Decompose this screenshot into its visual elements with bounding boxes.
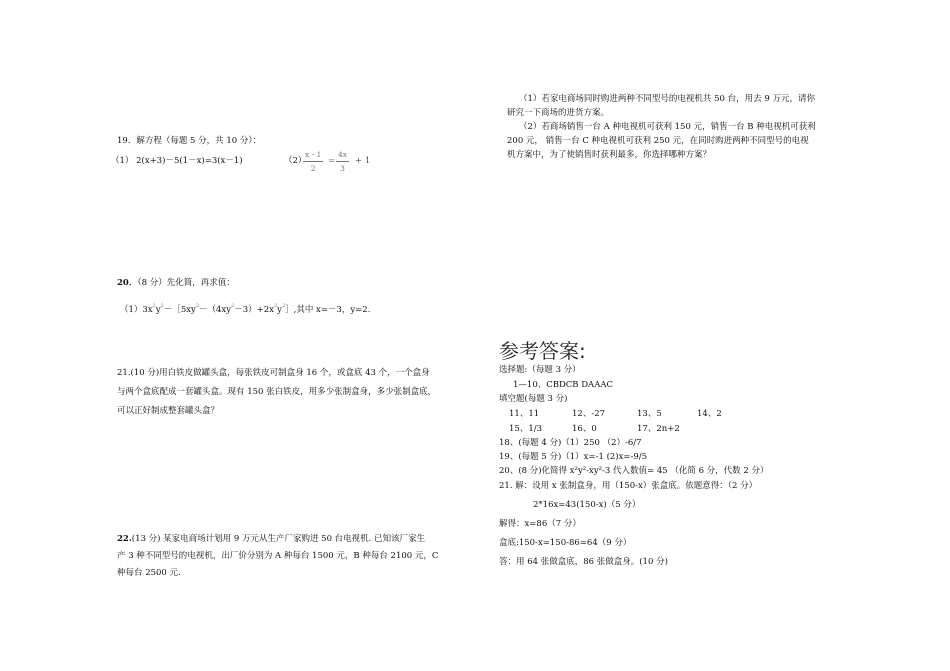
fill-answer: 11、11 bbox=[509, 409, 540, 419]
q20-number: 20． bbox=[117, 278, 138, 288]
exponent: 2 bbox=[152, 303, 156, 309]
q19-fraction-1 bbox=[303, 150, 323, 173]
q19-title: 19．解方程（每题 5 分，共 10 分）： bbox=[117, 136, 262, 146]
answer-21-bottom-count: 盒底:150-x=150-86=64（9 分） bbox=[499, 538, 632, 548]
q19-tail: + 1 bbox=[355, 156, 371, 166]
q21-line: 21.(10 分)用白铁皮做罐头盒，每张铁皮可制盒身 16 个，或盒底 43 个，一个盒身 bbox=[117, 368, 430, 378]
answer-21-solution: 解得：x=86（7 分） bbox=[499, 519, 581, 529]
fill-answer: 17、2n+2 bbox=[637, 424, 680, 434]
fill-answer: 12、-27 bbox=[572, 409, 606, 419]
fill-answer: 14、2 bbox=[697, 409, 722, 419]
fill-answer: 13、5 bbox=[637, 409, 662, 419]
answer-18: 18、(每题 4 分)（1）250 （2）-6/7 bbox=[499, 438, 642, 448]
answer-21-conclusion: 答：用 64 张做盒底，86 张做盒身。(10 分) bbox=[499, 557, 668, 567]
fraction-numerator: 4x bbox=[336, 150, 349, 162]
q22-line bbox=[117, 535, 425, 544]
answer-20: 20、(8 分)化简得 x²y²-xy²-3 代入数值= 45 （化简 6 分，代数 2 分） bbox=[499, 466, 769, 476]
answer-19: 19、(每题 5 分)（1）x=-1 (2)x=-9/5 bbox=[499, 452, 648, 462]
q21-line: 与两个盒底配成一套罐头盒。现有 150 张白铁皮，用多少张制盒身，多少张制盒底， bbox=[117, 387, 437, 397]
q20-title-text: （8 分）先化简，再求值： bbox=[137, 278, 235, 288]
q22-part-line: （1）若家电商场同时购进两种不同型号的电视机共 50 台，用去 9 万元，请你 bbox=[519, 94, 815, 104]
answer-21: 21. 解：设用 x 张制盒身，用（150-x）张盒底。依题意得：（2 分） bbox=[499, 481, 758, 491]
q20-title bbox=[117, 279, 235, 288]
q22-line1: (13 分) 某家电商场计划用 9 万元从生产厂家购进 50 台电视机. 已知该厂家生 bbox=[131, 534, 426, 544]
q21-line: 可以正好制成整套罐头盒？ bbox=[117, 406, 220, 416]
q22-line3: 种每台 2500 元. bbox=[117, 568, 181, 578]
q19-equals: = bbox=[328, 156, 336, 166]
q22-part-line: 研究一下商场的进货方案。 bbox=[507, 108, 610, 118]
expr-part: ］,其中 x=－3，y=2. bbox=[285, 305, 371, 315]
q20-expression bbox=[120, 303, 371, 315]
q19-fraction-2 bbox=[336, 150, 349, 173]
fraction-numerator: x - 1 bbox=[303, 150, 323, 162]
fraction-denominator: 3 bbox=[340, 164, 345, 173]
exponent: 2 bbox=[281, 303, 286, 309]
fill-title: 填空题(每题 3 分) bbox=[499, 394, 568, 404]
exponent: 2 bbox=[160, 303, 164, 309]
choice-title: 选择题:（每题 3 分） bbox=[499, 365, 581, 375]
expr-part: y bbox=[155, 305, 161, 315]
expr-part: （1）3x bbox=[120, 305, 153, 315]
q22-part-line: 机方案中，为了使销售时获利最多，你选择哪种方案？ bbox=[507, 150, 712, 160]
q22-line2: 产 3 种不同型号的电视机，出厂价分别为 A 种每台 1500 元，B 种每台 2100 元，C bbox=[117, 551, 439, 561]
exponent: 2 bbox=[231, 303, 235, 309]
q22-number: 22. bbox=[117, 534, 132, 544]
q19-part2-label: （2） bbox=[284, 156, 307, 166]
fill-answer: 15、1/3 bbox=[509, 424, 542, 434]
expr-part: －（4xy bbox=[199, 305, 232, 315]
q22-part-line: （2）若商场销售一台 A 种电视机可获利 150 元，销售一台 B 种电视机可获利 bbox=[519, 122, 816, 132]
expr-part: y bbox=[277, 305, 282, 315]
expr-part: －［5xy bbox=[163, 305, 196, 315]
expr-part: －3）+2x bbox=[234, 305, 274, 315]
exponent: 2 bbox=[195, 303, 200, 309]
exponent: 2 bbox=[273, 303, 278, 309]
q22-part-line: 200 元， 销售一台 C 种电视机可获利 250 元，在同时购进两种不同型号的电视 bbox=[507, 136, 809, 146]
fraction-denominator: 2 bbox=[310, 164, 316, 173]
q19-part1: （1） 2(x+3)－5(1－x)=3(x－1) bbox=[111, 156, 243, 166]
fill-answer: 16、0 bbox=[572, 424, 597, 434]
answer-21-equation: 2*16x=43(150-x)（5 分） bbox=[533, 500, 641, 510]
answers-heading: 参考答案: bbox=[499, 339, 586, 363]
choice-answers: 1—10、CBDCB DAAAC bbox=[513, 380, 613, 390]
